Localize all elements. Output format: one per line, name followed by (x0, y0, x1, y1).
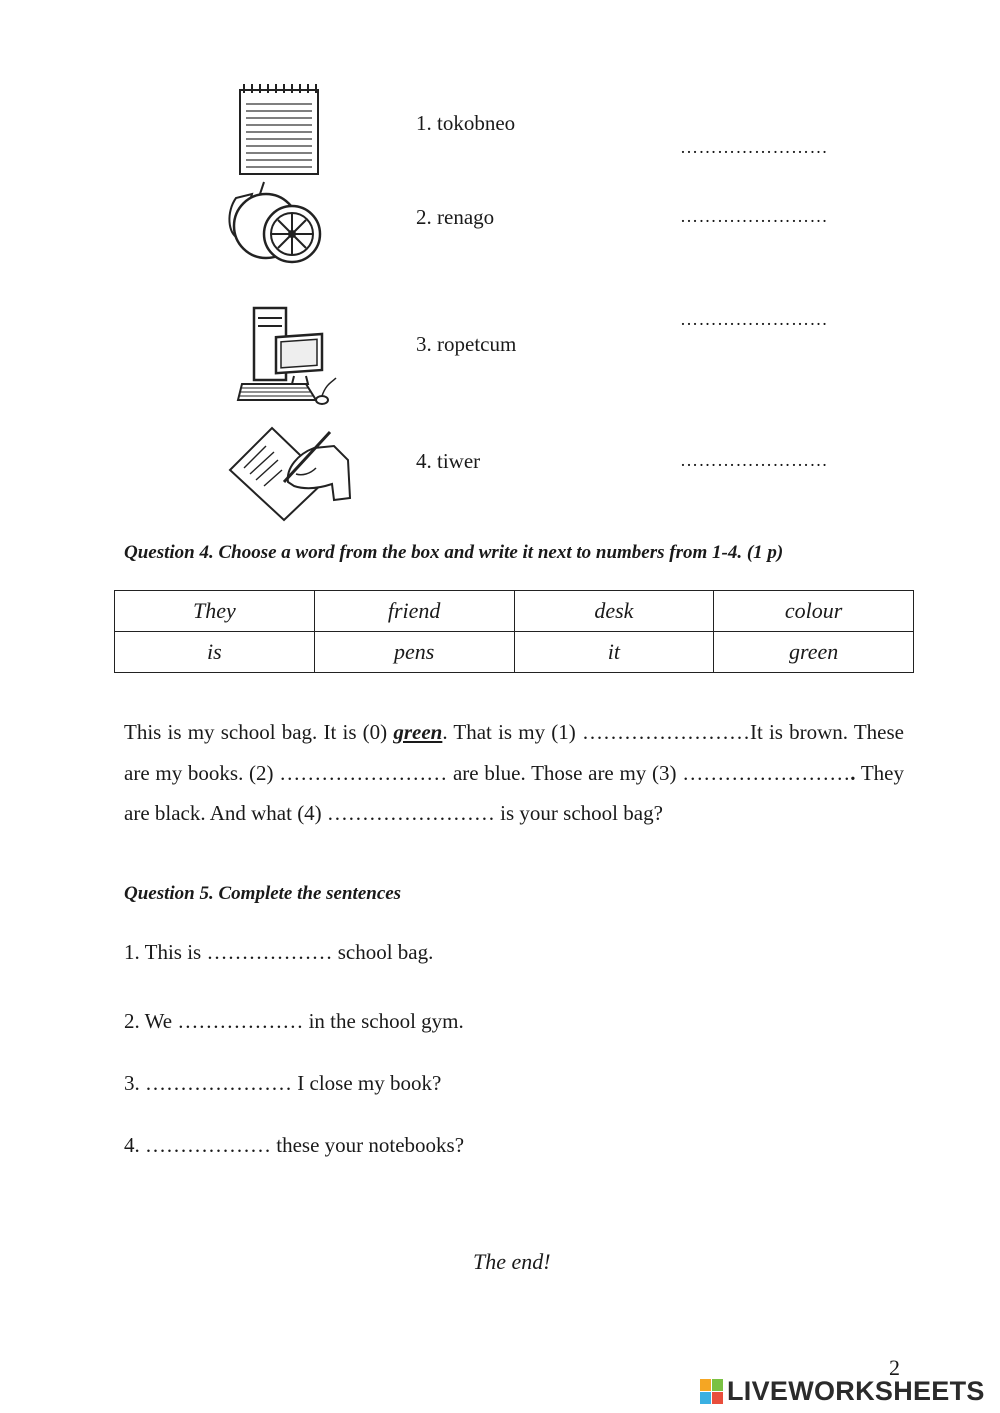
word-box-cell: it (514, 632, 714, 673)
the-end-text: The end! (473, 1249, 551, 1274)
word-box-cell: friend (314, 591, 514, 632)
word-box-cell: desk (514, 591, 714, 632)
logo-text: LIVEWORKSHEETS (727, 1376, 985, 1406)
sentence-4[interactable]: 4. ……………… these your notebooks? (124, 1133, 465, 1157)
cloze-bold-dot: . (850, 760, 856, 785)
notebook-icon (232, 82, 326, 178)
unscramble-word-4: 4. tiwer (416, 449, 481, 473)
page-number: 2 (889, 1355, 900, 1380)
answer-blank-4[interactable]: …………………… (680, 450, 828, 470)
answer-blank-2[interactable]: …………………… (680, 206, 828, 226)
word-box-cell: is (115, 632, 315, 673)
word-box-row (115, 591, 914, 632)
cloze-example-answer: green (393, 720, 443, 744)
question-5-heading: Question 5. Complete the sentences (124, 883, 402, 904)
sentence-3[interactable]: 3. ………………… I close my book? (124, 1071, 442, 1095)
cloze-text-2: . That is my (1) ……………………It is brown. These are my books. (2) …………………… are blue. Those are my (3) …………………… (124, 720, 904, 785)
answer-blank-1[interactable]: …………………… (680, 137, 828, 157)
unscramble-word-1: 1. tokobneo (416, 111, 516, 135)
unscramble-word-3: 3. ropetcum (416, 332, 517, 356)
answer-blank-3[interactable]: …………………… (680, 309, 828, 329)
word-box-row (115, 632, 914, 673)
word-box-cell: green (714, 632, 914, 673)
computer-icon (236, 304, 340, 412)
word-box-cell: They (115, 591, 315, 632)
word-box-cell: pens (314, 632, 514, 673)
unscramble-word-2: 2. renago (416, 205, 495, 229)
sentence-2[interactable]: 2. We ……………… in the school gym. (124, 1009, 464, 1033)
liveworksheets-logo (700, 1376, 985, 1407)
writing-hand-icon (226, 424, 354, 522)
word-box-cell: colour (714, 591, 914, 632)
cloze-text-1: This is my school bag. It is (0) (124, 720, 394, 744)
logo-mark-icon (700, 1379, 724, 1405)
cloze-paragraph (124, 712, 904, 834)
word-box (114, 590, 914, 673)
sentence-1[interactable]: 1. This is ……………… school bag. (124, 940, 434, 964)
cloze-text-3: They are black. And what (4) …………………… is your school bag? (124, 760, 904, 825)
question-4-heading: Question 4. Choose a word from the box and write it next to numbers from 1-4. (1 p) (124, 542, 784, 563)
orange-icon (222, 176, 326, 270)
